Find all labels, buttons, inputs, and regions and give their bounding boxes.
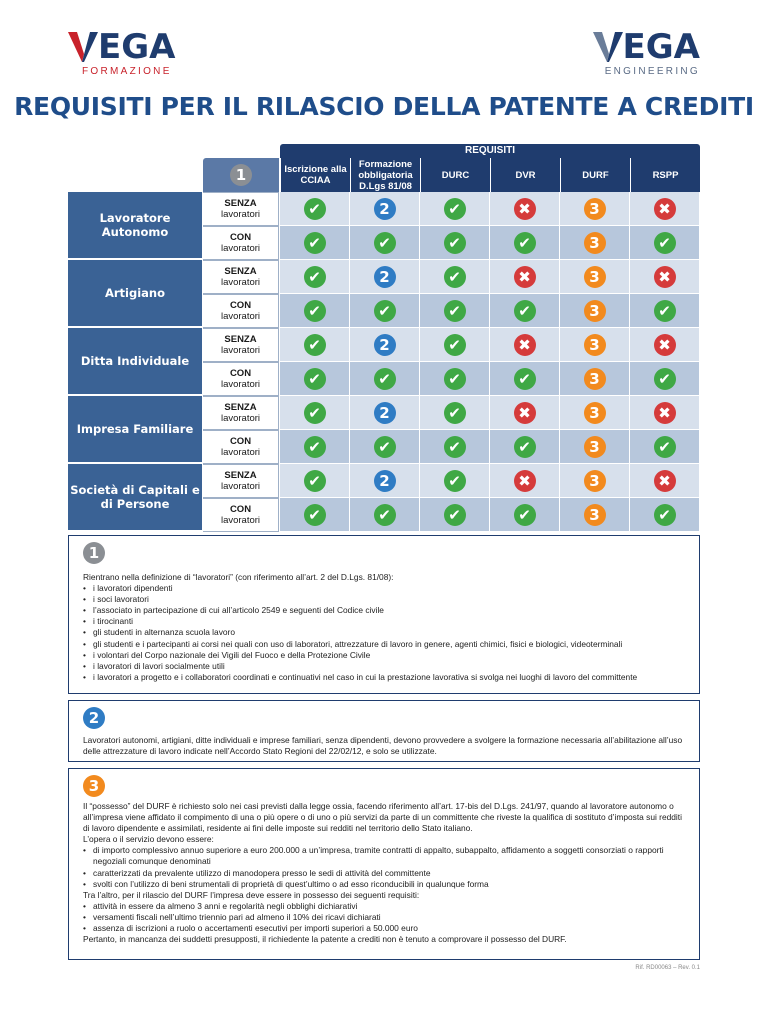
category-label: Società di Capitali e di Persone xyxy=(68,464,202,532)
requirement-cell xyxy=(560,430,630,464)
number-3-icon: 3 xyxy=(584,334,606,356)
list-item: • svolti con l’utilizzo di beni strumentali di proprietà di quest’ultimo o ad esso riconducibili in qualunque forma xyxy=(83,879,687,890)
workers-condition xyxy=(203,430,279,464)
requirement-cell xyxy=(630,464,700,498)
list-item: • versamenti fiscali nell’ultimo triennio pari ad almeno il 10% dei ricavi dichiarati xyxy=(83,912,687,923)
requirement-cell xyxy=(280,328,350,362)
column-header: DURC xyxy=(420,158,490,192)
check-icon: ✔ xyxy=(304,402,326,424)
logo-left-word: EGA xyxy=(98,27,176,67)
condition-sublabel: lavoratori xyxy=(220,379,261,390)
number-3-icon: 3 xyxy=(584,232,606,254)
requirement-cell xyxy=(350,226,420,260)
check-icon: ✔ xyxy=(374,504,396,526)
requirement-cell xyxy=(630,498,700,532)
requirement-cell xyxy=(420,430,490,464)
requirement-cell xyxy=(560,362,630,396)
condition-label: CON xyxy=(229,300,252,311)
requirement-cell xyxy=(420,328,490,362)
condition-label: SENZA xyxy=(224,334,257,345)
requirement-cell xyxy=(490,260,560,294)
condition-label: CON xyxy=(229,504,252,515)
check-icon: ✔ xyxy=(304,300,326,322)
requirement-cell xyxy=(280,430,350,464)
number-2-icon: 2 xyxy=(374,198,396,220)
cross-icon: ✖ xyxy=(514,402,536,424)
note-1-box xyxy=(68,535,700,694)
requirement-cell xyxy=(630,192,700,226)
requirement-cell xyxy=(350,328,420,362)
requirement-cell xyxy=(280,464,350,498)
workers-condition xyxy=(203,328,279,362)
note-3-mid: Tra l’altro, per il rilascio del DURF l’impresa deve essere in possesso dei seguenti requisiti: xyxy=(83,889,420,900)
cross-icon: ✖ xyxy=(514,266,536,288)
requirement-cell xyxy=(420,396,490,430)
list-item: • i tirocinanti xyxy=(83,616,687,627)
list-item: • caratterizzati da prevalente utilizzo di manodopera presso le sedi di attività del committente xyxy=(83,868,687,879)
logo-left-sub: FORMAZIONE xyxy=(82,66,172,77)
check-icon: ✔ xyxy=(514,436,536,458)
vega-engineering-logo xyxy=(593,27,700,77)
requirement-cell xyxy=(490,362,560,396)
number-3-icon: 3 xyxy=(584,436,606,458)
check-icon: ✔ xyxy=(374,232,396,254)
condition-sublabel: lavoratori xyxy=(220,311,261,322)
condition-sublabel: lavoratori xyxy=(220,209,261,220)
check-icon: ✔ xyxy=(444,504,466,526)
workers-condition xyxy=(203,396,279,430)
requirement-cell xyxy=(280,260,350,294)
category-label: Lavoratore Autonomo xyxy=(68,192,202,260)
requirement-cell xyxy=(420,226,490,260)
check-icon: ✔ xyxy=(304,368,326,390)
workers-condition xyxy=(203,260,279,294)
number-3-icon: 3 xyxy=(584,266,606,288)
note-3-intro2: L’opera o il servizio devono essere: xyxy=(83,834,214,845)
requirement-cell xyxy=(350,464,420,498)
logo-right-sub: ENGINEERING xyxy=(604,66,700,77)
column-header: Iscrizione alla CCIAA xyxy=(280,158,350,192)
requirement-cell xyxy=(280,362,350,396)
check-icon: ✔ xyxy=(654,368,676,390)
requirement-cell xyxy=(560,498,630,532)
number-1-icon: 1 xyxy=(230,164,252,186)
check-icon: ✔ xyxy=(444,402,466,424)
number-3-icon: 3 xyxy=(584,368,606,390)
list-item: • i lavoratori dipendenti xyxy=(83,583,687,594)
check-icon: ✔ xyxy=(374,300,396,322)
check-icon: ✔ xyxy=(514,300,536,322)
number-2-icon: 2 xyxy=(83,707,105,729)
requirement-cell xyxy=(560,226,630,260)
condition-sublabel: lavoratori xyxy=(220,243,261,254)
logo-right-word: EGA xyxy=(622,27,700,67)
requirement-cell xyxy=(420,498,490,532)
v-mark-icon xyxy=(68,30,98,64)
note-3-intro: Il “possesso” del DURF è richiesto solo nei casi previsti dalla legge ossia, facendo riferimento all’art. 17-bis del D.Lgs. 241/97, quando al lavoratore autonomo o all’impresa viene affidato il compimento di una o più opere o di uno o più servizi da parte di un committente che riveste la qualifica di sostituto d’imposta sui redditi di lavoro dipendente e assimilati, residente ai fini delle imposte sui redditi nel territorio dello Stato italiano. xyxy=(83,801,682,834)
note-3-box xyxy=(68,768,700,960)
list-item: • assenza di iscrizioni a ruolo o accertamenti esecutivi per importi superiori a 50.000 euro xyxy=(83,923,687,934)
requirement-cell xyxy=(350,396,420,430)
column-header: Formazione obbligatoria D.Lgs 81/08 xyxy=(350,158,420,192)
requisiti-header: REQUISITI xyxy=(280,144,700,158)
category-label: Artigiano xyxy=(68,260,202,328)
check-icon: ✔ xyxy=(374,368,396,390)
condition-label: CON xyxy=(229,232,252,243)
v-mark-icon xyxy=(593,30,623,64)
check-icon: ✔ xyxy=(304,504,326,526)
check-icon: ✔ xyxy=(304,232,326,254)
condition-sublabel: lavoratori xyxy=(220,345,261,356)
requirement-cell xyxy=(490,464,560,498)
requirement-cell xyxy=(420,192,490,226)
check-icon: ✔ xyxy=(444,232,466,254)
check-icon: ✔ xyxy=(304,334,326,356)
requirement-cell xyxy=(420,260,490,294)
cross-icon: ✖ xyxy=(654,198,676,220)
number-2-icon: 2 xyxy=(374,402,396,424)
list-item: • gli studenti in alternanza scuola lavoro xyxy=(83,627,687,638)
cross-icon: ✖ xyxy=(654,402,676,424)
note-1-header-marker xyxy=(203,158,279,192)
requirement-cell xyxy=(280,294,350,328)
note-3-outro: Pertanto, in mancanza dei suddetti presupposti, il richiedente la patente a crediti non è tenuto a comprovare il possesso del DURF. xyxy=(83,934,567,945)
workers-condition xyxy=(203,498,279,532)
number-3-icon: 3 xyxy=(584,198,606,220)
note-1-intro: Rientrano nella definizione di “lavoratori” (con riferimento all’art. 2 del D.Lgs. 81/08): xyxy=(83,572,394,582)
requirement-cell xyxy=(560,396,630,430)
check-icon: ✔ xyxy=(654,300,676,322)
requirement-cell xyxy=(280,192,350,226)
category-label: Ditta Individuale xyxy=(68,328,202,396)
list-item: • di importo complessivo annuo superiore a euro 200.000 a un’impresa, tramite contratti di appalto, subappalto, affidamento a soggetti consorziati o rapporti negoziali comunque denominati xyxy=(83,845,687,867)
condition-label: CON xyxy=(229,436,252,447)
check-icon: ✔ xyxy=(654,504,676,526)
list-item: • i lavoratori di lavori socialmente utili xyxy=(83,661,687,672)
requirement-cell xyxy=(630,328,700,362)
vega-formazione-logo xyxy=(68,27,176,77)
check-icon: ✔ xyxy=(444,300,466,322)
requirement-cell xyxy=(350,362,420,396)
condition-sublabel: lavoratori xyxy=(220,277,261,288)
number-3-icon: 3 xyxy=(584,402,606,424)
column-header: DURF xyxy=(560,158,630,192)
check-icon: ✔ xyxy=(444,470,466,492)
requirement-cell xyxy=(350,192,420,226)
number-3-icon: 3 xyxy=(584,300,606,322)
check-icon: ✔ xyxy=(304,266,326,288)
requirement-cell xyxy=(420,464,490,498)
check-icon: ✔ xyxy=(654,232,676,254)
requirement-cell xyxy=(420,362,490,396)
requirement-cell xyxy=(350,498,420,532)
condition-label: SENZA xyxy=(224,198,257,209)
list-item: • l’associato in partecipazione di cui all’articolo 2549 e seguenti del Codice civile xyxy=(83,605,687,616)
requirement-cell xyxy=(560,464,630,498)
requirement-cell xyxy=(280,226,350,260)
requirement-cell xyxy=(560,260,630,294)
requirement-cell xyxy=(560,192,630,226)
condition-label: SENZA xyxy=(224,266,257,277)
category-label: Impresa Familiare xyxy=(68,396,202,464)
number-3-icon: 3 xyxy=(584,504,606,526)
cross-icon: ✖ xyxy=(654,470,676,492)
workers-condition xyxy=(203,464,279,498)
requirement-cell xyxy=(490,294,560,328)
requirement-cell xyxy=(630,226,700,260)
check-icon: ✔ xyxy=(444,368,466,390)
list-item: • i soci lavoratori xyxy=(83,594,687,605)
check-icon: ✔ xyxy=(514,232,536,254)
condition-sublabel: lavoratori xyxy=(220,481,261,492)
page-title: REQUISITI PER IL RILASCIO DELLA PATENTE A CREDITI xyxy=(14,92,754,121)
note-2-box xyxy=(68,700,700,762)
number-2-icon: 2 xyxy=(374,334,396,356)
requirement-cell xyxy=(350,294,420,328)
condition-label: SENZA xyxy=(224,402,257,413)
condition-sublabel: lavoratori xyxy=(220,413,261,424)
column-header: RSPP xyxy=(630,158,700,192)
list-item: • i lavoratori a progetto e i collaboratori coordinati e continuativi nel caso in cui la prestazione lavorativa si svolga nei luoghi di lavoro del committente xyxy=(83,672,687,683)
workers-condition xyxy=(203,192,279,226)
check-icon: ✔ xyxy=(444,334,466,356)
requirement-cell xyxy=(280,498,350,532)
workers-condition xyxy=(203,294,279,328)
number-3-icon: 3 xyxy=(584,470,606,492)
requirement-cell xyxy=(350,260,420,294)
condition-sublabel: lavoratori xyxy=(220,447,261,458)
number-2-icon: 2 xyxy=(374,470,396,492)
cross-icon: ✖ xyxy=(514,198,536,220)
check-icon: ✔ xyxy=(444,198,466,220)
document-reference: Rif. RD00063 – Rev. 0.1 xyxy=(635,965,700,971)
list-item: • i volontari del Corpo nazionale dei Vigili del Fuoco e della Protezione Civile xyxy=(83,650,687,661)
requirement-cell xyxy=(630,396,700,430)
requirement-cell xyxy=(630,294,700,328)
check-icon: ✔ xyxy=(444,266,466,288)
note-2-text: Lavoratori autonomi, artigiani, ditte individuali e imprese familiari, senza dipendenti, devono provvedere a svolgere la formazione necessaria all’abilitazione all’uso delle attrezzature di lavoro indicate nell’Accordo Stato Regioni del 22/02/12, e solo se utilizzate. xyxy=(83,735,683,757)
column-header: DVR xyxy=(490,158,560,192)
requirement-cell xyxy=(420,294,490,328)
requirement-cell xyxy=(490,328,560,362)
requirement-cell xyxy=(560,294,630,328)
condition-sublabel: lavoratori xyxy=(220,515,261,526)
requirement-cell xyxy=(490,498,560,532)
requirement-cell xyxy=(490,226,560,260)
number-2-icon: 2 xyxy=(374,266,396,288)
number-3-icon: 3 xyxy=(83,775,105,797)
requirement-cell xyxy=(630,260,700,294)
cross-icon: ✖ xyxy=(654,266,676,288)
list-item: • gli studenti e i partecipanti ai corsi nei quali con uso di laboratori, attrezzature di lavoro in genere, agenti chimici, fisici e biologici, videoterminali xyxy=(83,639,687,650)
requirement-cell xyxy=(280,396,350,430)
check-icon: ✔ xyxy=(514,368,536,390)
cross-icon: ✖ xyxy=(514,470,536,492)
requirement-cell xyxy=(630,362,700,396)
check-icon: ✔ xyxy=(304,470,326,492)
cross-icon: ✖ xyxy=(654,334,676,356)
check-icon: ✔ xyxy=(654,436,676,458)
list-item: • attività in essere da almeno 3 anni e regolarità negli obblighi dichiarativi xyxy=(83,901,687,912)
condition-label: SENZA xyxy=(224,470,257,481)
requirement-cell xyxy=(490,192,560,226)
requirement-cell xyxy=(560,328,630,362)
check-icon: ✔ xyxy=(304,436,326,458)
workers-condition xyxy=(203,226,279,260)
check-icon: ✔ xyxy=(444,436,466,458)
requirement-cell xyxy=(490,396,560,430)
cross-icon: ✖ xyxy=(514,334,536,356)
requirement-cell xyxy=(630,430,700,464)
number-1-icon: 1 xyxy=(83,542,105,564)
requirement-cell xyxy=(490,430,560,464)
workers-condition xyxy=(203,362,279,396)
requirement-cell xyxy=(350,430,420,464)
check-icon: ✔ xyxy=(514,504,536,526)
check-icon: ✔ xyxy=(374,436,396,458)
check-icon: ✔ xyxy=(304,198,326,220)
condition-label: CON xyxy=(229,368,252,379)
